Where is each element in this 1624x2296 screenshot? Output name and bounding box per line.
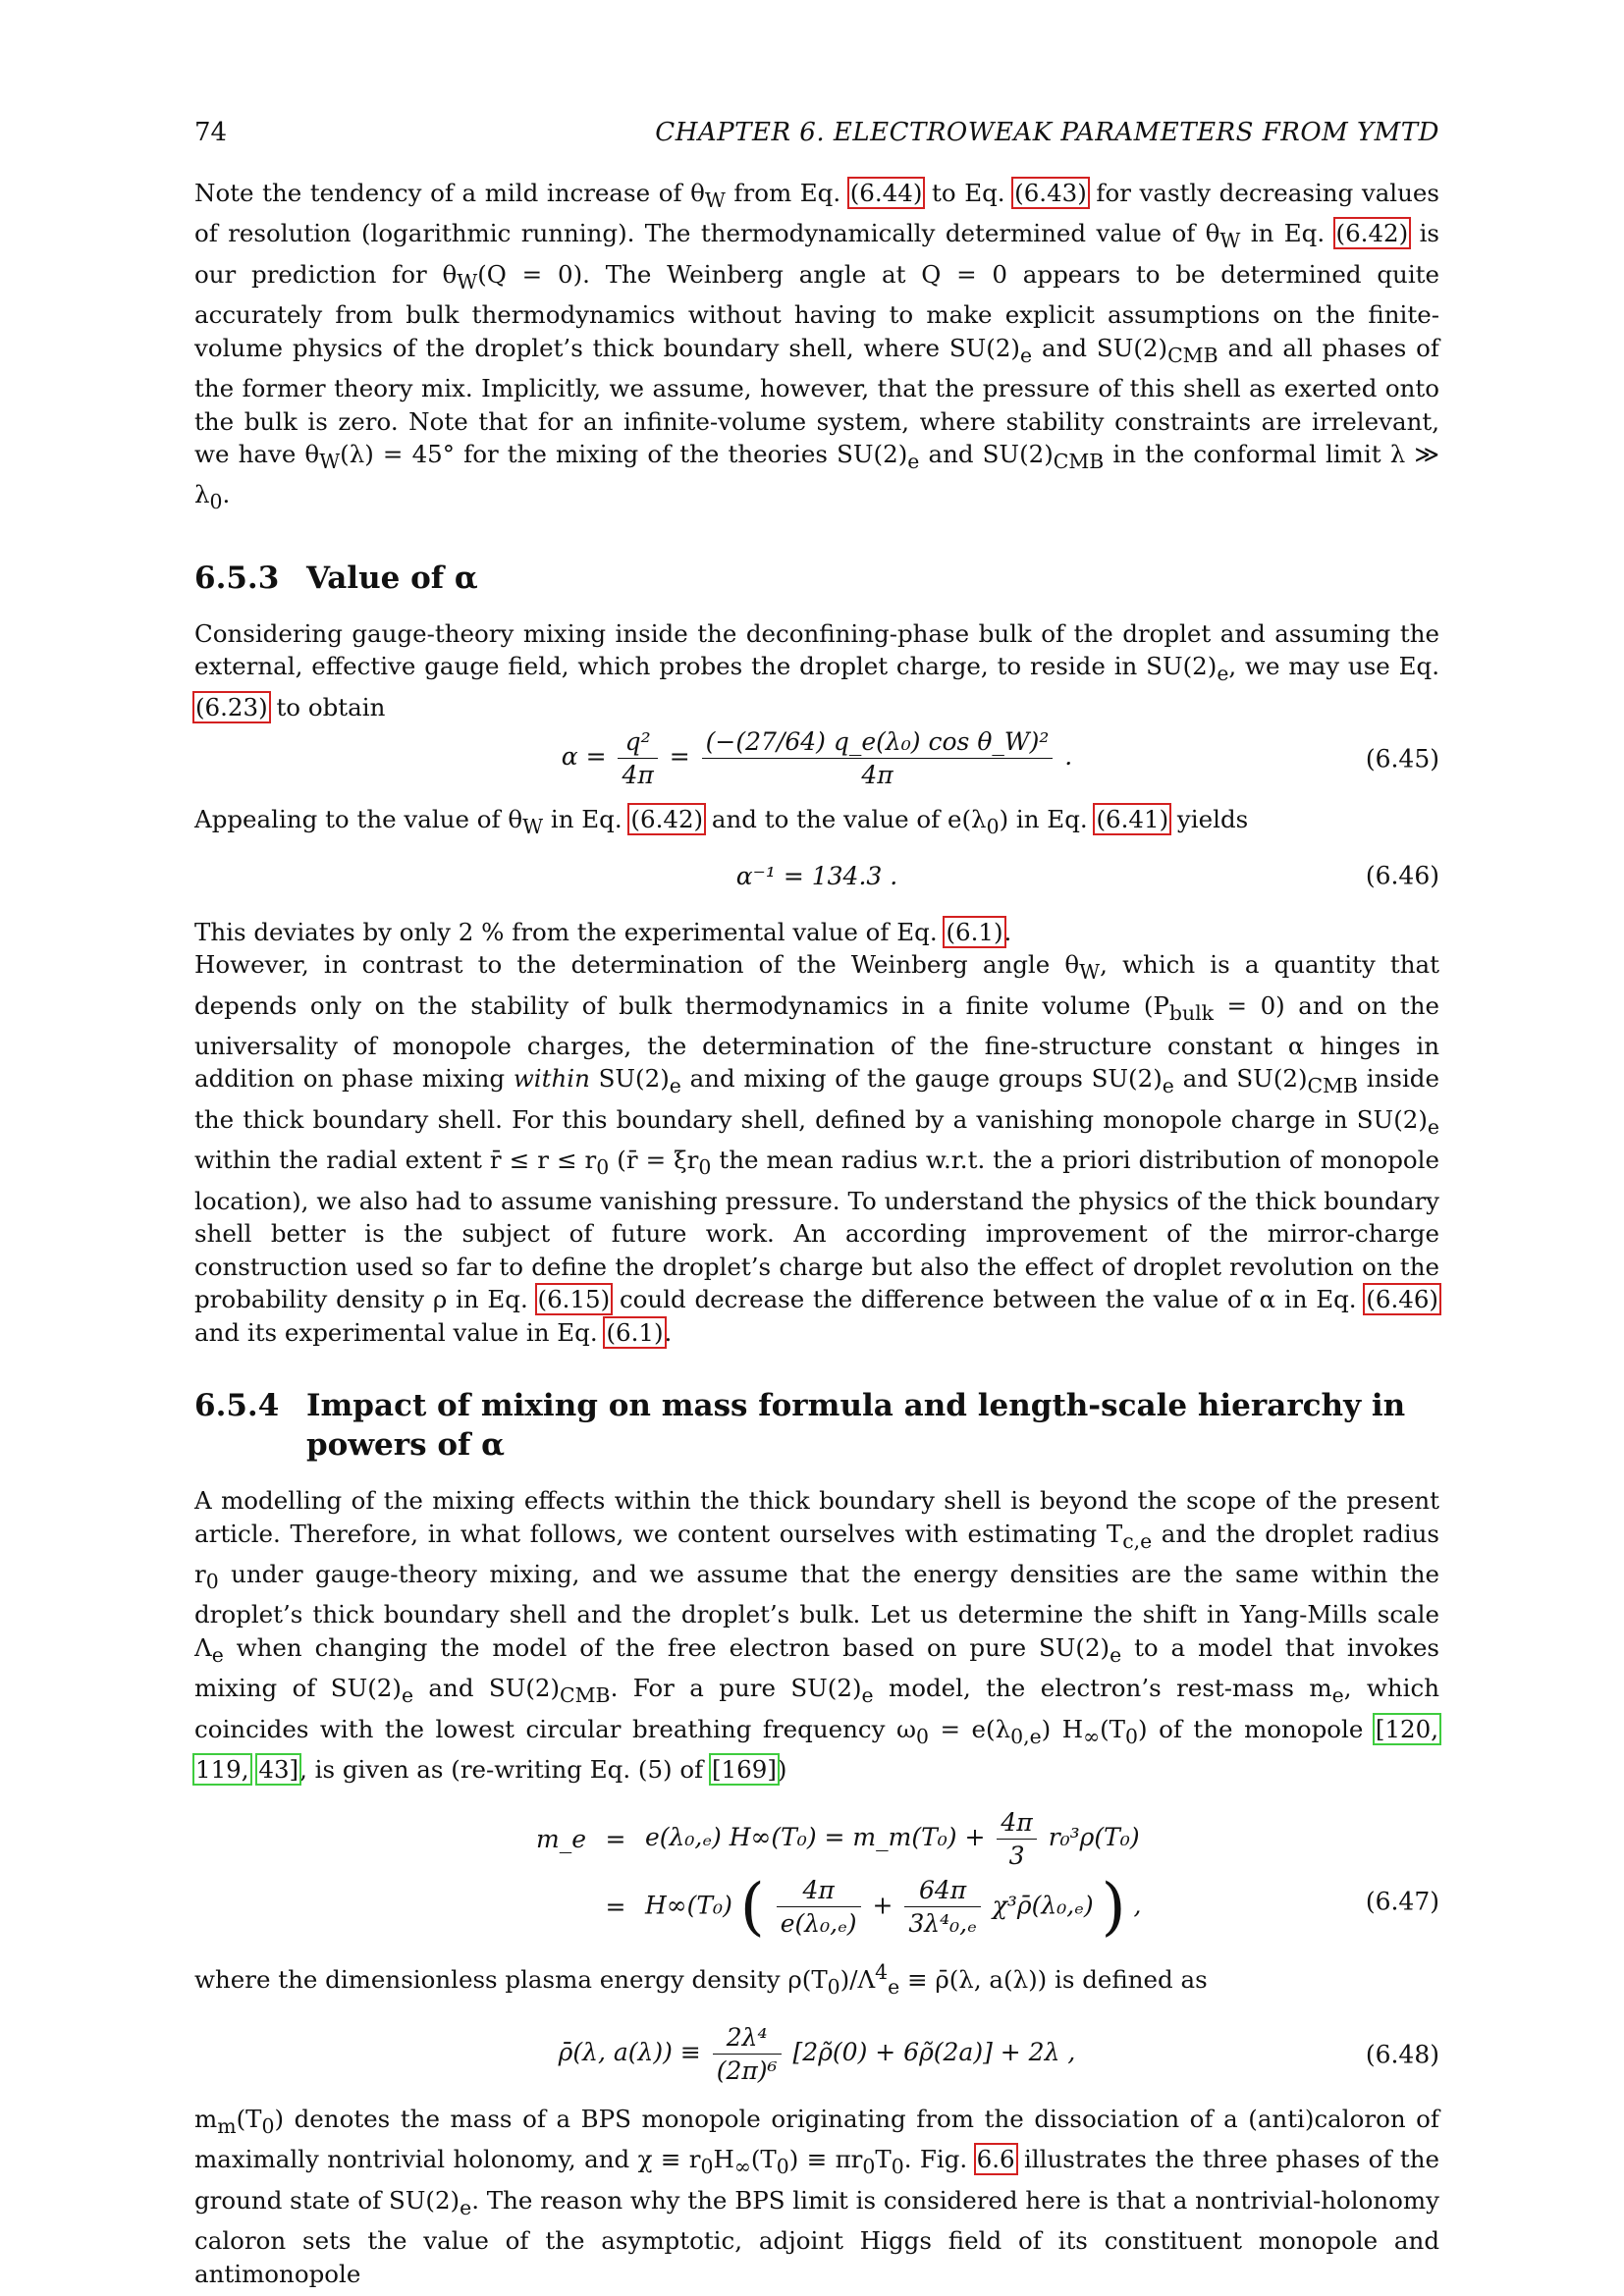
equation-6-45: α = $\frac{\text{q²}}{4\pi}$ = $\frac{\text{(−(27/64) q\_e(λ₀) cos θ\_W)²}}{4\pi}$ . (6.45)	[561, 727, 1439, 790]
section-title: Impact of mixing on mass formula and length-scale hierarchy in powers of α	[306, 1388, 1406, 1464]
equation-link[interactable]: (6.1)	[606, 1317, 664, 1347]
paragraph-gauge-mixing: Considering gauge-theory mixing inside the deconfining-phase bulk of the droplet and assuming the external, effective gauge field, which probes the droplet charge, to reside in $SU(2)_e$, we may use Eq. (6.23) to obtain	[194, 618, 1439, 721]
equation-link[interactable]: (6.41)	[1096, 805, 1169, 834]
page-number: 74	[194, 118, 228, 147]
chapter-title: CHAPTER 6. ELECTROWEAK PARAMETERS FROM YMTD	[655, 118, 1439, 147]
paragraph-fine-structure: However, in contrast to the determination of the Weinberg angle $\theta_W$, which is a quantity that depends only on the stability of bulk thermodynamics in a finite volume $(P_{bulk} = 0)$ and on the universality of monopole charges, the determination of the fine-structure constant α hinges in addition on phase mixing within $SU(2)_e$ and mixing of the gauge groups $SU(2)_e$ and $SU(2)_{CMB}$ inside the thick boundary shell. For this boundary shell, defined by a vanishing monopole charge in $SU(2)_e$ within the radial extent r̄ ≤ $r \le r_0$ (r̄ = $\xi r_0$ the mean radius w.r.t. the a priori distribution of monopole location), we also had to assume vanishing pressure. To understand the physics of the thick boundary shell better is the subject of future work. An according improvement of the mirror-charge construction used so far to define the droplet’s charge but also the effect of droplet revolution on the probability density ρ in Eq. (6.15) could decrease the difference between the value of α in Eq. (6.46) and its experimental value in Eq. (6.1).	[194, 950, 1440, 1347]
paragraph-weinberg-angle: Note the tendency of a mild increase of $\theta_W$ from Eq. (6.44) to Eq. (6.43) for vastly decreasing values of resolution (logarithmic running). The thermodynamically determined value of $\theta_W$ in Eq. (6.42) is our prediction for $\theta_W(Q = 0)$. The Weinberg angle at Q = 0 appears to be determined quite accurately from bulk thermodynamics without having to make explicit assumptions on the finite-volume physics of the droplet’s thick boundary shell, where $SU(2)_e$ and $SU(2)_{CMB}$ and all phases of the former theory mix. Implicitly, we assume, however, that the pressure of this shell as exerted onto the bulk is zero. Note that for an infinite-volume system, where stability constraints are irrelevant, we have $\theta_W(\lambda) = 45^\circ$ for the mixing of the theories $SU(2)_e$ and $SU(2)_{CMB}$ in the conformal limit λ ≫ $\lambda_0$.	[194, 179, 1440, 514]
equation-link[interactable]: (6.15)	[537, 1285, 611, 1314]
paragraph-deviation: This deviates by only 2 % from the experimental value of Eq. (6.1).	[194, 917, 1012, 946]
section-number: 6.5.3	[194, 560, 280, 596]
equation-6-48: ρ̄(λ, a(λ)) ≡ $\frac{\text{2λ⁴}}{\text{(2π)⁶}}$ [2ρ̃(0) + 6ρ̃(2a)] + 2λ , (6.48)	[558, 2023, 1439, 2086]
citation-link[interactable]: 119,	[195, 1755, 249, 1785]
section-number: 6.5.4	[194, 1388, 280, 1424]
equation-link[interactable]: (6.46)	[1366, 1285, 1438, 1314]
figure-link[interactable]: 6.6	[976, 2145, 1015, 2174]
equation-link[interactable]: (6.1)	[946, 917, 1003, 946]
page	[194, 118, 1439, 2290]
equation-number: (6.48)	[1365, 2040, 1439, 2069]
paragraph-energy-density: where the dimensionless plasma energy density $\rho(T_0)/\Lambda^4_e$ ≡ ρ̄(λ, a(λ)) is defined as	[194, 1959, 1208, 1999]
equation-link[interactable]: (6.43)	[1014, 179, 1087, 207]
equation-number: (6.47)	[1365, 1887, 1439, 1916]
section-heading-6-5-3	[194, 559, 1439, 598]
paragraph-appealing: Appealing to the value of $\theta_W$ in Eq. (6.42) and to the value of $e(\lambda_0)$ in Eq. (6.41) yields	[194, 805, 1249, 839]
citation-link[interactable]: [169]	[712, 1755, 777, 1785]
citation-link[interactable]: [120,	[1375, 1714, 1438, 1743]
equation-link[interactable]: (6.44)	[849, 179, 923, 207]
running-header	[194, 118, 1439, 157]
equation-link[interactable]: (6.42)	[1335, 219, 1409, 248]
section-title: Value of α	[306, 560, 478, 596]
equation-number: (6.45)	[1365, 744, 1439, 774]
citation-link[interactable]: 43]	[258, 1755, 299, 1785]
paragraph-modelling: A modelling of the mixing effects within the thick boundary shell is beyond the scope of the present article. Therefore, in what follows, we content ourselves with estimating $T_{c,e}$ and the droplet radius $r_0$ under gauge-theory mixing, and we assume that the energy densities are the same within the droplet’s thick boundary shell and the droplet’s bulk. Let us determine the shift in Yang-Mills scale $\Lambda_e$ when changing the model of the free electron based on pure $SU(2)_e$ to a model that invokes mixing of $SU(2)_e$ and $SU(2)_{CMB}$. For a pure $SU(2)_e$ model, the electron’s rest-mass $m_e$, which coincides with the lowest circular breathing frequency $\omega_0 = e(\lambda_{0,e})$ $H_\infty(T_0)$ of the monopole [120, 119, 43], is given as (re-writing Eq. (5) of [169])	[194, 1486, 1440, 1785]
equation-6-47: m_e = e(λ₀,ₑ) H∞(T₀) = m_m(T₀) + $\frac{4\pi}{3}$ r₀³ρ(T₀) = H∞(T₀) ( $\frac{4\pi}{\text{e(λ₀,ₑ)}}$ + $\frac{64\pi}{\text{3λ⁴₀,ₑ}}$ χ³ρ̄(λ₀,ₑ) ) , (6.47)	[535, 1807, 1439, 1944]
equation-number: (6.46)	[1365, 861, 1439, 890]
equation-link[interactable]: (6.23)	[195, 692, 268, 721]
paragraph-bps-monopole: $m_m(T_0)$ denotes the mass of a BPS monopole originating from the dissociation of a (anti)caloron of maximally nontrivial holonomy, and $\chi \equiv r_0H_\infty(T_0) \equiv \pi r_0T_0$. Fig. 6.6 illustrates the three phases of the ground state of $SU(2)_e$. The reason why the BPS limit is considered here is that a nontrivial-holonomy caloron sets the value of the asymptotic, adjoint Higgs field of its constituent monopole and antimonopole	[194, 2105, 1440, 2288]
equation-6-46: α⁻¹ = 134.3 . (6.46)	[735, 861, 1439, 890]
section-heading-6-5-4	[194, 1386, 1439, 1465]
equation-link[interactable]: (6.42)	[630, 805, 704, 834]
